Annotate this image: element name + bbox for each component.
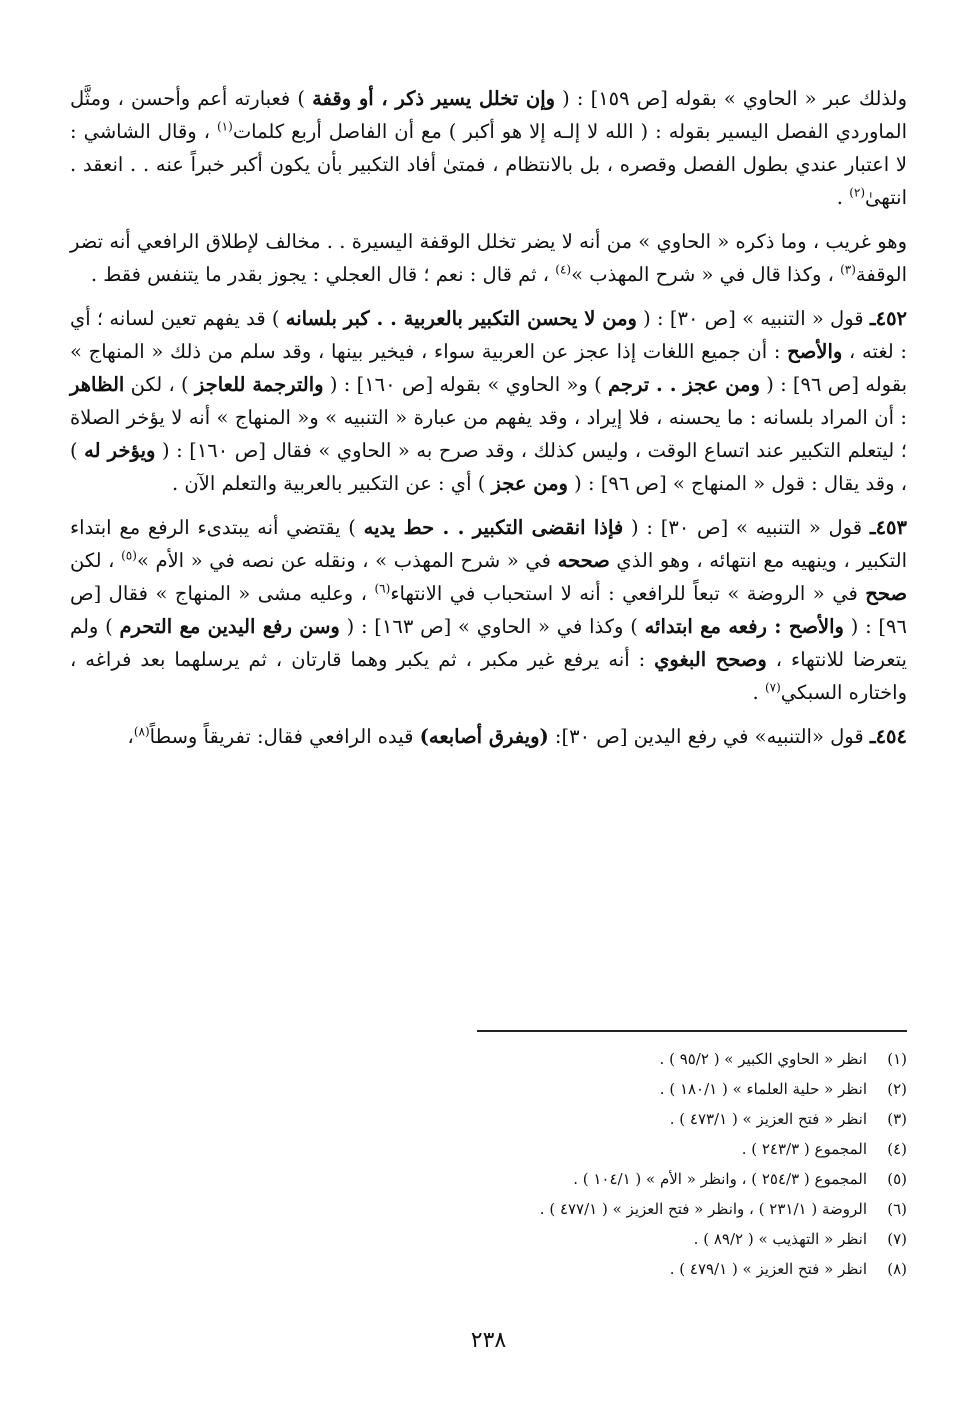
main-text: [70, 82, 907, 764]
bold-run: ٤٥٤ـ: [869, 725, 907, 748]
text-run: ، وكذا قال في « شرح المهذب »: [571, 263, 841, 286]
text-run: ) ولم يتعرضا للانتهاء ،: [70, 615, 907, 671]
text-run: قيده الرافعي فقال: تفريقاً وسطاً: [149, 725, 420, 748]
footnotes: [347, 1044, 907, 1284]
footnote-text: انظر « الحاوي الكبير » ( ٩٥/٢ ) .: [659, 1050, 867, 1068]
text-run: ، وقال الشاشي : لا اعتبار عندي بطول الفصل وقصره ، بل بالانتظام ، فمتىٰ أفاد التكبير بأن يكون أكبر خبراً عنه . . انعقد . انتهىٰ: [70, 120, 907, 209]
footnote-ref: (٣): [840, 262, 856, 277]
footnote: [347, 1074, 907, 1104]
bold-run: الظاهر: [70, 373, 125, 396]
footnote-number: (١): [887, 1050, 907, 1068]
paragraph: [70, 82, 907, 214]
text-run: : أن المراد بلسانه : ما يحسنه ، فلا إيراد ، وقد يفهم من عبارة « التنبيه » و« المنهاج » أنه لا يؤخر الصلاة ؛ ليتعلم التكبير عند اتساع الوقت ، وليس كذلك ، وقد صرح به « الحاوي » فقال [ص ١٦٠] : (: [70, 406, 907, 462]
bold-run: صحح: [865, 582, 907, 605]
text-run: في « شرح المهذب » ، ونقله عن نصه في « الأم »: [136, 549, 558, 572]
bold-run: ومن عجز . . ترجم: [607, 373, 760, 396]
text-run: ) و« الحاوي » بقوله [ص ١٦٠] : (: [323, 373, 608, 396]
bold-run: (ويفرق أصابعه): [419, 725, 549, 748]
footnote: [347, 1254, 907, 1284]
footnote-text: الروضة ( ٢٣١/١ ) ، وانظر « فتح العزيز » ( ٤٧٧/١ ) .: [539, 1200, 867, 1218]
text-run: ) فعبارته أعم وأحسن ، ومثَّل الماوردي الفصل اليسير بقوله : ( الله لا إلـه إلا هو أكبر ) مع أن الفاصل أربع كلمات: [70, 87, 907, 143]
text-run: ) أي : عن التكبير بالعربية والتعلم الآن .: [172, 472, 492, 495]
footnote-number: (٢): [887, 1080, 907, 1098]
footnote-number: (٨): [887, 1260, 907, 1278]
footnote: [347, 1104, 907, 1134]
bold-run: وإن تخلل يسير ذكر ، أو وقفة: [312, 87, 556, 110]
bold-run: ومن لا يحسن التكبير بالعربية . . كبر بلسانه: [285, 307, 637, 330]
bold-run: صححه: [557, 549, 610, 572]
footnote: [347, 1164, 907, 1194]
bold-run: ٤٥٢ـ: [869, 307, 908, 330]
text-run: ، لكن: [70, 549, 122, 572]
text-run: ولذلك عبر « الحاوي » بقوله [ص ١٥٩] : (: [555, 87, 907, 110]
footnote-text: المجموع ( ٢٥٤/٣ ) ، وانظر « الأم » ( ١٠٤/١ ) .: [573, 1170, 867, 1188]
text-run: : أن جميع اللغات إذا عجز عن العربية سواء ، فيخير بينها ، وقد سلم من ذلك « المنهاج » بقوله [ص ٩٦] : (: [70, 340, 907, 396]
footnote-number: (٧): [887, 1230, 907, 1248]
bold-run: ويؤخر له: [84, 439, 156, 462]
footnote: [347, 1224, 907, 1254]
bold-run: والترجمة للعاجز: [194, 373, 324, 396]
text-run: ) ، لكن: [124, 373, 195, 396]
footnote-ref: (٥): [121, 548, 137, 563]
footnote-text: المجموع ( ٢٤٣/٣ ) .: [741, 1140, 867, 1158]
text-run: : أنه يرفع غير مكبر ، ثم يكبر وهما قارتان ، ثم يرسلهما بعد فراغه ، واختاره السبكي: [70, 648, 907, 704]
footnote-ref: (٦): [374, 581, 391, 596]
text-run: ) وكذا في « الحاوي » [ص ١٦٣] : (: [339, 615, 645, 638]
text-run: في « الروضة » تبعاً للرافعي : أنه لا استحباب في الانتهاء: [390, 582, 866, 605]
footnote-number: (٥): [887, 1170, 907, 1188]
footnote-text: انظر « فتح العزيز » ( ٤٧٣/١ ) .: [669, 1110, 867, 1128]
footnote-ref: (٤): [555, 262, 572, 277]
footnote: [347, 1044, 907, 1074]
footnote-number: (٤): [887, 1140, 907, 1158]
text-run: ) يقتضي أنه يبتدىء الرفع مع ابتداء التكبير ، وينهيه مع انتهائه ، وهو الذي: [70, 516, 907, 572]
text-run: قول «التنبيه» في رفع اليدين [ص ٣٠]:: [548, 725, 870, 748]
text-run: قول « التنبيه » [ص ٣٠] : (: [636, 307, 870, 330]
bold-run: والأصح : رفعه مع ابتدائه: [644, 615, 844, 638]
bold-run: ٤٥٣ـ: [869, 516, 907, 539]
paragraph: [70, 302, 907, 500]
text-run: ) قد يفهم تعين لسانه ؛ أي : لغته ،: [70, 307, 907, 363]
footnote-text: انظر « حلية العلماء » ( ١٨٠/١ ) .: [659, 1080, 867, 1098]
bold-run: وسن رفع اليدين مع التحرم: [119, 615, 340, 638]
bold-run: ومن عجز: [491, 472, 568, 495]
footnote-text: انظر « فتح العزيز » ( ٤٧٩/١ ) .: [669, 1260, 867, 1278]
page-number: ٢٣٨: [470, 1328, 507, 1353]
text-run: وهو غريب ، وما ذكره « الحاوي » من أنه لا يضر تخلل الوقفة اليسيرة . . مخالف لإطلاق الرافعي أنه تضر الوقفة: [70, 230, 907, 286]
text-run: .: [752, 681, 765, 704]
bold-run: وصحح البغوي: [654, 648, 767, 671]
text-run: قول « التنبيه » [ص ٣٠] : (: [623, 516, 870, 539]
footnote-separator: [477, 1030, 907, 1032]
text-run: ، ثم قال : نعم ؛ قال العجلي : يجوز بقدر ما يتنفس فقط .: [90, 263, 556, 286]
text-run: .: [836, 186, 850, 209]
paragraph: [70, 720, 907, 753]
bold-run: والأصح: [787, 340, 843, 363]
footnote-number: (٦): [887, 1200, 907, 1218]
text-run: ،: [127, 725, 134, 748]
footnote: [347, 1194, 907, 1224]
bold-run: فإذا انقضى التكبير . . حط يديه: [363, 516, 624, 539]
footnote-ref: (٨): [133, 724, 150, 739]
footnote-number: (٣): [887, 1110, 907, 1128]
footnote-ref: (٧): [764, 680, 781, 695]
footnote-ref: (١): [216, 119, 233, 134]
paragraph: [70, 511, 907, 709]
paragraph: [70, 225, 907, 291]
footnote-ref: (٢): [849, 185, 866, 200]
text-run: ، وعليه مشى « المنهاج » فقال [ص ٩٦] : (: [70, 582, 907, 638]
text-run: ) ، وقد يقال : قول « المنهاج » [ص ٩٦] : (: [70, 439, 907, 495]
footnote-text: انظر « التهذيب » ( ٨٩/٢ ) .: [693, 1230, 867, 1248]
footnote: [347, 1134, 907, 1164]
